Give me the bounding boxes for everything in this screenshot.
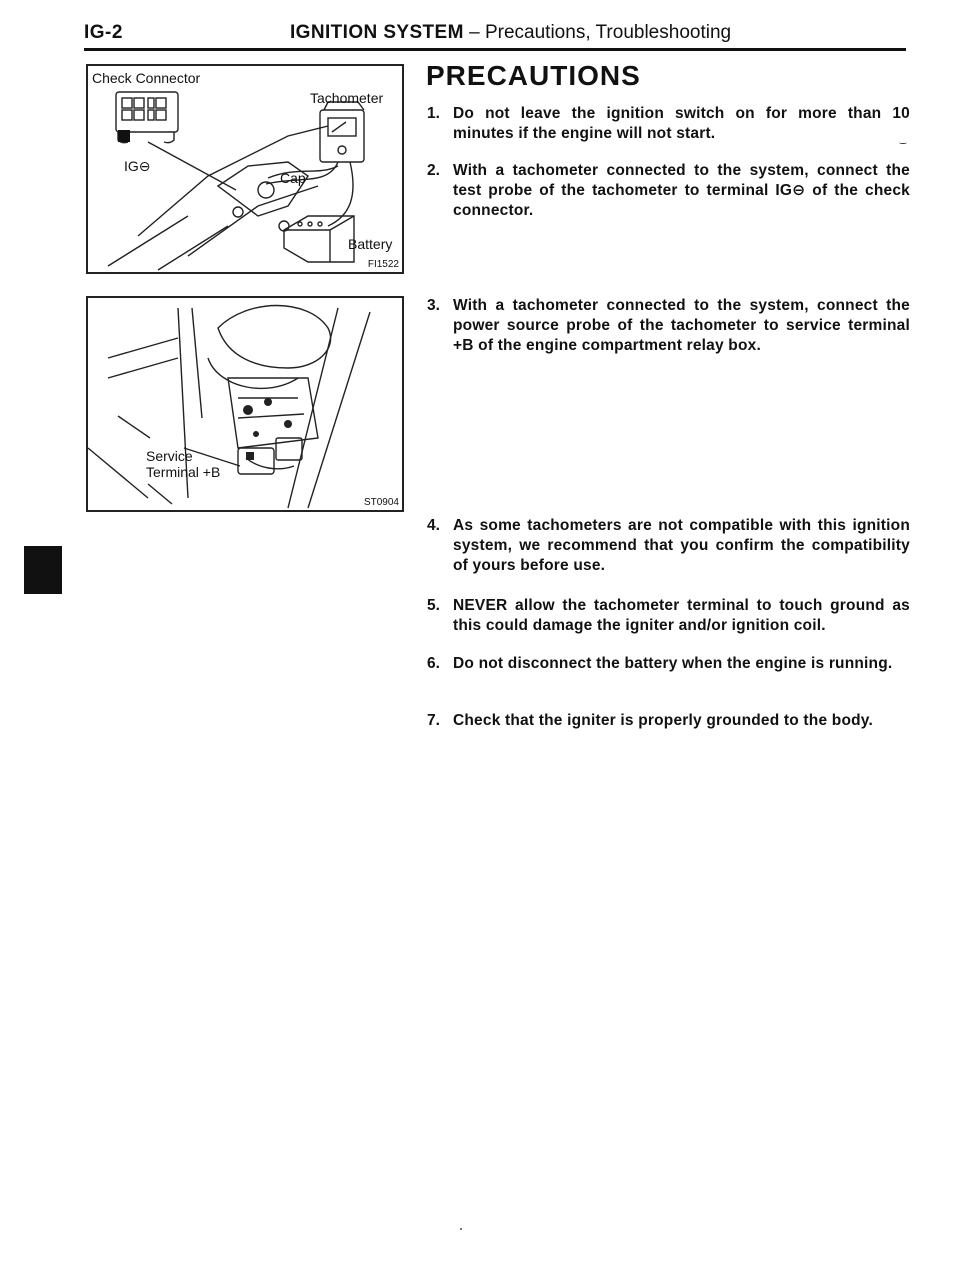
battery-label: Battery (348, 236, 393, 252)
item-text: As some tachometers are not compatible with this ignition system, we recommend that you confirm the compatibility of yours before use. (453, 517, 910, 574)
item-text: With a tachometer connected to the system, connect the test probe of the tachometer to terminal IG⊖ of the check connector. (453, 162, 910, 219)
figure-service-terminal (86, 296, 404, 512)
header-rule (84, 48, 906, 51)
item-text: Do not leave the ignition switch on for more than 10 minutes if the engine will not start. (453, 105, 910, 142)
item-number: 5. (427, 597, 440, 614)
precaution-item (426, 296, 910, 356)
item-number: 7. (427, 712, 440, 729)
precaution-item (426, 711, 910, 731)
item-text: Do not disconnect the battery when the engine is running. (453, 655, 893, 672)
section-title (290, 22, 731, 44)
item-number: 4. (427, 517, 440, 534)
figure-code: ST0904 (363, 497, 399, 508)
item-text: Check that the igniter is properly grounded to the body. (453, 712, 873, 729)
page-header (84, 18, 906, 48)
scan-speck (460, 1228, 462, 1230)
section-title-rest: – Precautions, Troubleshooting (463, 22, 732, 43)
tachometer-label: Tachometer (310, 90, 384, 106)
item-number: 6. (427, 655, 440, 672)
item-number: 2. (427, 162, 440, 179)
precaution-item (426, 516, 910, 576)
check-connector-label: Check Connector (92, 70, 201, 86)
terminal-b-label: Terminal +B (146, 464, 221, 480)
section-edge-tab (24, 546, 62, 594)
precaution-item (426, 596, 910, 636)
precaution-item (426, 654, 910, 674)
page-code: IG-2 (84, 22, 123, 43)
service-label: Service (146, 448, 193, 464)
precaution-item (426, 104, 910, 144)
item-text: With a tachometer connected to the system, connect the power source probe of the tachometer to service terminal +B of the engine compartment relay box. (453, 297, 910, 354)
section-title-bold: IGNITION SYSTEM (290, 22, 464, 43)
service-terminal-illustration (88, 298, 402, 510)
ige-label: IG⊖ (124, 158, 151, 174)
cap-label: Cap (280, 170, 306, 186)
section-heading: PRECAUTIONS (426, 60, 641, 91)
figure-check-connector (86, 64, 404, 274)
figure-code: FI1522 (367, 259, 399, 270)
item-text: NEVER allow the tachometer terminal to touch ground as this could damage the igniter and/or ignition coil. (453, 597, 910, 634)
precaution-item (426, 161, 910, 221)
item-number: 1. (427, 105, 440, 122)
item-number: 3. (427, 297, 440, 314)
